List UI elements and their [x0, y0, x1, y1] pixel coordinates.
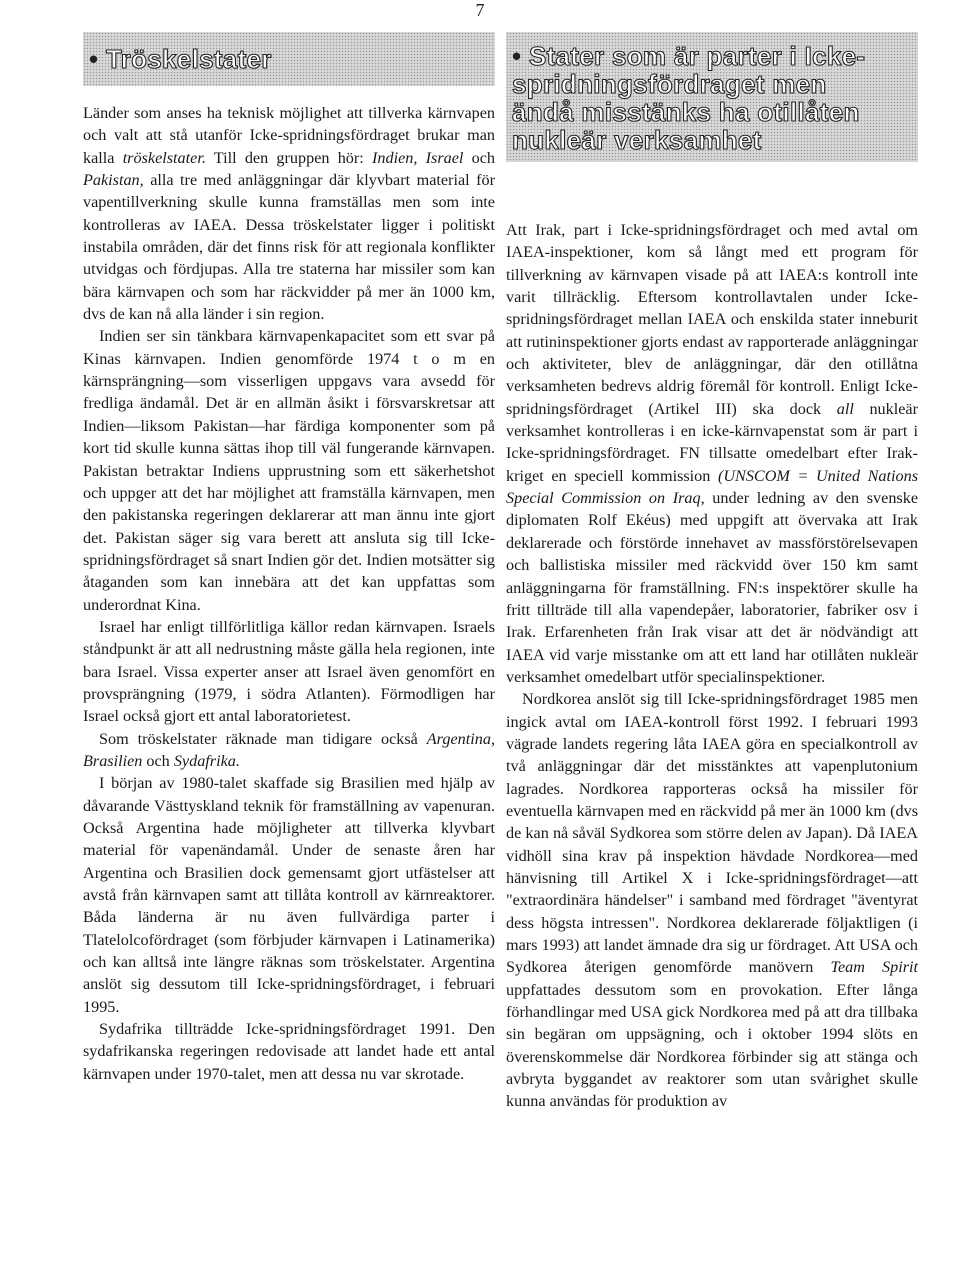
section-heading-threshold-states: [83, 32, 495, 86]
right-body-text: [506, 219, 918, 1113]
italic-text: Sydafrika.: [173, 751, 240, 770]
paragraph: Israel har enligt tillförlitliga källor redan kärnvapen. Israels ståndpunkt är att all nedrustning måste gälla hela regionen, inte bara Israel. Vissa experter anser att Israel även genomfört en provsprängning (1979, i södra Atlanten). Förmodligen har Israel också gjort ett antal laboratorietest.: [83, 617, 495, 726]
paragraph: Som tröskelstater räknade man tidigare också Argentina, Brasilien och Sydafrika.: [83, 729, 495, 770]
paragraph: Sydafrika tillträdde Icke-spridningsfördraget 1991. Den sydafrikanska regeringen redovisade att landet hade ett antal kärnvapen under 1970-talet, men att dessa nu var skrotade.: [83, 1020, 495, 1083]
section-heading-suspected-states: [506, 32, 918, 162]
page-number: 7: [475, 0, 485, 20]
heading-line-text: Stater som är parter i Icke-: [528, 41, 866, 71]
italic-text: tröskelstater.: [122, 148, 206, 167]
paragraph: I början av 1980-talet skaffade sig Brasilien med hjälp av dåvarande Västtyskland teknik för framställning av vapenuran. Också Argentina hade möjligheter att tillverka klyvbart material för vapenändamål. Under de senaste åren har Argentina och Brasilien dock gemensamt gjort utfästelser att avstå från kärnvapen samt att tillåta kontroll av kärnreaktorer. Båda länderna är nu även fullvärdiga parter i Tlatelolcofördraget (som förbjuder kärnvapen i Latinamerika) och kan alltså inte längre räknas som tröskelstater. Argentina anslöt sig dessutom till Icke-spridningsfördraget, i februari 1995.: [83, 774, 495, 1016]
paragraph: Indien ser sin tänkbara kärnvapenkapacitet som ett svar på Kinas kärnvapen. Indien genomförde 1974 t o m en kärnsprängning—som visserligen uppgavs vara avsedd för fredliga ändamål. Det är en allmän åsikt i försvarskretsar att Indien—liksom Pakistan—har färdiga komponenter som på kort tid skulle kunna sättas ihop till väl fungerande kärnvapen. Pakistan betraktar Indiens upprustning som ett säkerhetshot och uppger att det har möjlighet att framställa kärnvapen, men den pakistanska regeringen deklarerar att man ännu inte gjort det. Pakistan säger sig vara berett att ansluta sig till Icke-spridningsfördraget så snart Indien gör det. Indien motsätter sig åtaganden som kan innebära att det kan uppfattas som underordnat Kina.: [83, 327, 495, 614]
italic-text: (UNSCOM = United Nations Special Commission on Iraq,: [506, 466, 918, 508]
right-column: [506, 32, 918, 1113]
heading-line-1: [512, 42, 912, 70]
italic-text: all: [836, 399, 854, 418]
heading-line-4: nukleär verksamhet: [512, 125, 762, 155]
paragraph: Att Irak, part i Icke-spridningsfördraget och med avtal om IAEA-inspektioner, kom så långt med ett program för tillverkning av kärnvapen visade på att IAEA:s kontroll inte varit tillräcklig. Eftersom kontrollavtalen under Icke-spridningsfördraget mellan IAEA och enskilda stater inneburit att rutininspektioner gjorts endast av rapporterade anläggningar och aktiviteter, blev de anläggningar, där den otillåtna verksamheten bedrevs aldrig föremål för kontroll. Enligt Icke-spridningsfördraget (Artikel III) ska dock all nukleär verksamhet kontrolleras i en icke-kärnvapenstat som är part i Icke-spridningsfördraget. FN tillsatte omedelbart efter Irak-kriget en speciell kommission (UNSCOM = United Nations Special Commission on Iraq, under ledning av den svenske diplomaten Rolf Ekéus) med uppgift att övervaka att Irak deklarerade och förstörde innehavet av massförstörelsevapen och ballistiska missiler med räckvidd över 150 km samt anläggningarna för framställning. FN:s inspektörer skulle ha fritt tillträde till alla vapendepåer, laboratorier, fabriker osv i Irak. Erfarenheten från Irak visar att det är nödvändigt att IAEA vid varje misstanke om att ett land har otillåten nukleär verksamhet omedelbart utför specialinspektioner.: [506, 221, 918, 686]
left-column: [83, 32, 495, 1085]
italic-text: Pakistan,: [83, 171, 144, 190]
heading-bullet: •: [512, 41, 522, 71]
heading-line-3: ändå misstänks ha otillåten: [512, 97, 860, 127]
italic-text: Argentina, Brasilien: [83, 729, 495, 770]
heading-title: Tröskelstater: [105, 44, 272, 74]
left-body-text: [83, 102, 495, 1085]
heading-bullet: •: [89, 44, 99, 74]
paragraph: Länder som anses ha teknisk möjlighet att tillverka kärnvapen och valt att stå utanför Icke-spridningsfördraget brukar man kalla tröskelstater. Till den gruppen hör: Indien, Israel och Pakistan, alla tre med anläggningar där klyvbart material för vapentillverkning skulle kunna framställas men som inte kontrolleras av IAEA. Dessa tröskelstater ligger i politiskt instabila områden, där det finns risk för att regionala konflikter utvidgas och fördjupas. Alla tre staterna har missiler som kan bära kärnvapen och som har räckvidder på mer än 1000 km, dvs de kan nå alla länder i sin region.: [83, 104, 495, 324]
italic-text: Indien, Israel: [372, 148, 464, 167]
paragraph: Nordkorea anslöt sig till Icke-spridningsfördraget 1985 men ingick avtal om IAEA-kontroll först 1992. I februari 1993 vägrade landets regering låta IAEA göra en specialkontroll av två anläggningar där det misstänktes att vapenplutonium lagrades. Nordkorea rapporteras också ha missiler för eventuella kärnvapen med en räckvidd på mer än 1000 km (dvs de kan nå såväl Sydkorea som större delen av Japan). Då IAEA vidhöll sina krav på inspektion hävdade Nordkorea—med hänvisning till Artikel X i Icke-spridningsfördraget—att "extraordinära händelser" i samband med fördraget "äventyrat dess högsta intressen". Nordkorea deklarerade följaktligen (i mars 1993) att landet ämnade dra sig ur fördraget. Att USA och Sydkorea återigen genomförde manövern Team Spirit uppfattades dessutom som en provokation. Efter långa förhandlingar med USA gick Nordkorea med på att dra tillbaka sin begäran om uppsägning, och i oktober 1994 slöts en överenskommelse där Nordkorea förbinder sig att stänga och avbryta byggandet av reaktorer som utan svårighet skulle kunna användas för produktion av: [506, 690, 918, 1111]
italic-text: Team Spirit: [830, 958, 918, 977]
heading-line-2: spridningsfördraget men: [512, 69, 827, 99]
